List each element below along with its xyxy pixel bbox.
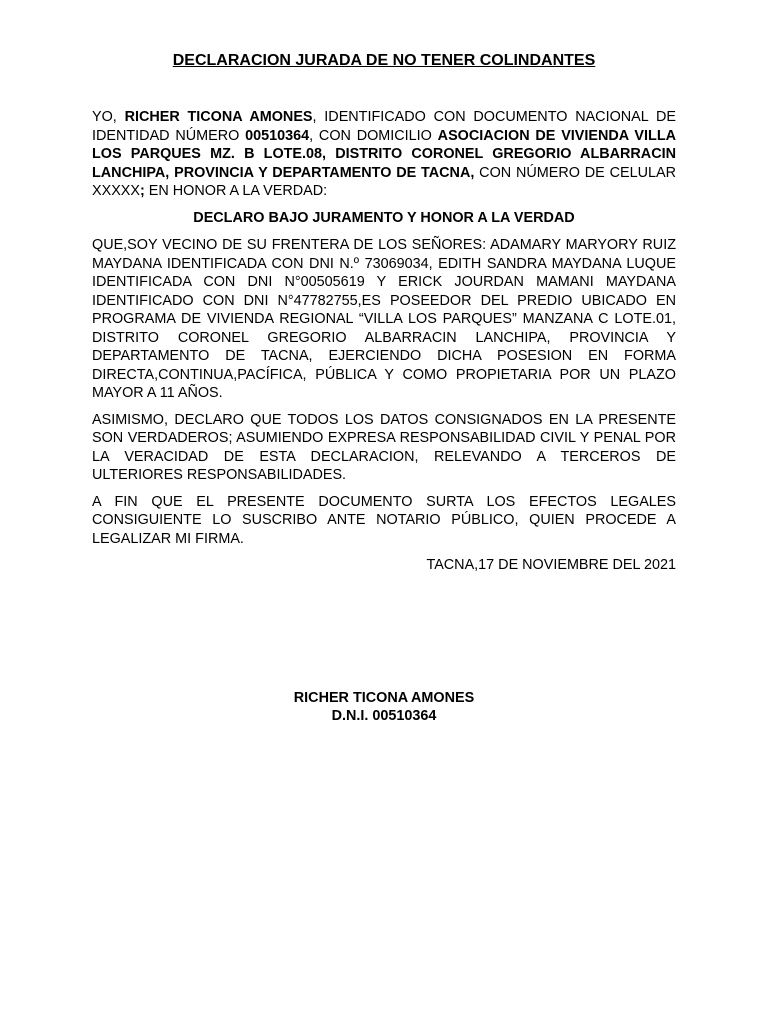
legal-effects-paragraph: A FIN QUE EL PRESENTE DOCUMENTO SURTA LOS EFECTOS LEGALES CONSIGUIENTE LO SUSCRIBO ANTE NOTARIO PÚBLICO, QUIEN PROCEDE A LEGALIZAR MI FIRMA. (92, 493, 676, 547)
signature-dni: D.N.I. 00510364 (331, 708, 437, 724)
document-date: TACNA,17 DE NOVIEMBRE DEL 2021 (426, 557, 676, 573)
truth-paragraph: ASIMISMO, DECLARO QUE TODOS LOS DATOS CONSIGNADOS EN LA PRESENTE SON VERDADEROS; ASUMIENDO EXPRESA RESPONSABILIDAD CIVIL Y PENAL POR LA VERACIDAD DE ESTA DECLARACION, RELEVANDO A TERCEROS DE ULTERIORES RESPONSABILIDADES. (92, 411, 676, 483)
declarant-address: ASOCIACION DE VIVIENDA VILLA LOS PARQUES MZ. B LOTE.08, DISTRITO CORONEL GREGORIO ALBARRACIN LANCHIPA, PROVINCIA Y DEPARTAMENTO DE TACNA, (92, 127, 676, 181)
signature-name: RICHER TICONA AMONES (293, 690, 475, 706)
intro-text-4: CON NÚMERO DE CELULAR XXXXX (92, 164, 676, 199)
intro-text-5: EN HONOR A LA VERDAD: (144, 183, 328, 199)
neighbors-paragraph: QUE,SOY VECINO DE SU FRENTERA DE LOS SEÑORES: ADAMARY MARYORY RUIZ MAYDANA IDENTIFICADA CON DNI N.º 73069034, EDITH SANDRA MAYDANA LUQUE IDENTIFICADA CON DNI N°00505619 Y ERICK JOURDAN MAMANI MAYDANA IDENTIFICADO CON DNI N°47782755,ES POSEEDOR DEL PREDIO UBICADO EN PROGRAMA DE VIVIENDA REGIONAL “VILLA LOS PARQUES” MANZANA C LOTE.01, DISTRITO CORONEL GREGORIO ALBARRACIN LANCHIPA, PROVINCIA Y DEPARTAMENTO DE TACNA, EJERCIENDO DICHA POSESION EN FORMA DIRECTA,CONTINUA,PACÍFICA, PÚBLICA Y COMO PROPIETARIA POR UN PLAZO MAYOR A 11 AÑOS. (92, 237, 676, 401)
document-title: DECLARACION JURADA DE NO TENER COLINDANTES (172, 52, 596, 69)
document-body (92, 108, 676, 575)
declarant-name: RICHER TICONA AMONES (124, 109, 313, 125)
oath-heading: DECLARO BAJO JURAMENTO Y HONOR A LA VERDAD (193, 209, 575, 226)
intro-paragraph (92, 108, 676, 201)
declarant-dni: 00510364 (245, 127, 310, 144)
intro-text-2: , IDENTIFICADO CON DOCUMENTO NACIONAL DE IDENTIDAD NÚMERO (92, 109, 676, 144)
intro-text-1: YO, (92, 109, 125, 125)
intro-text-3: , CON DOMICILIO (309, 127, 438, 144)
intro-semicolon: ; (140, 183, 145, 199)
signature-block (0, 689, 768, 725)
